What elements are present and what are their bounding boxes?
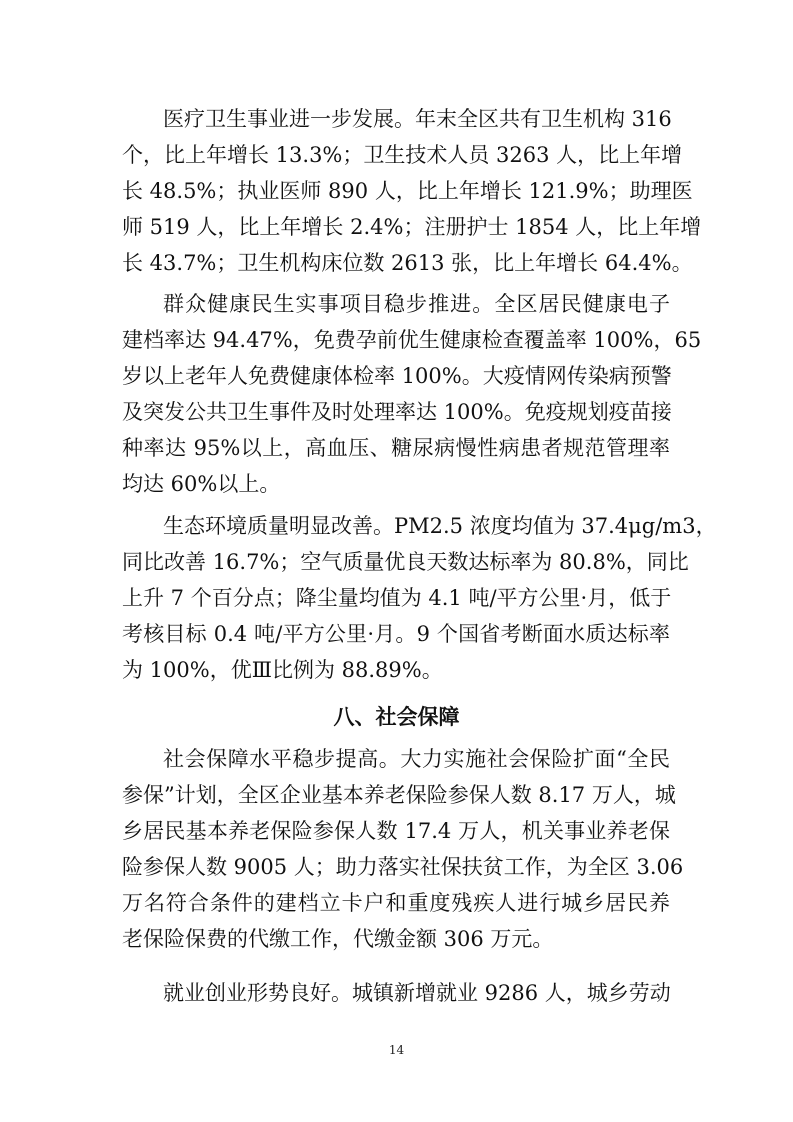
paragraph-line: 种率达 95%以上，高血压、糖尿病慢性病患者规范管理率 [122,436,670,460]
paragraph-line: 社会保障水平稳步提高。大力实施社会保险扩面“全民 [163,747,670,771]
paragraph-line: 上升 7 个百分点；降尘量均值为 4.1 吨/平方公里·月，低于 [122,586,672,610]
paragraph-line: 医疗卫生事业进一步发展。年末全区共有卫生机构 316 [163,107,672,131]
paragraph-line: 同比改善 16.7%；空气质量优良天数达标率为 80.8%，同比 [122,550,689,574]
paragraph-line: 险参保人数 9005 人；助力落实社保扶贫工作，为全区 3.06 [122,855,684,879]
paragraph-line: 长 48.5%；执业医师 890 人，比上年增长 121.9%；助理医 [122,179,693,203]
paragraph-line: 考核目标 0.4 吨/平方公里·月。9 个国省考断面水质达标率 [122,622,670,646]
paragraph-line: 均达 60%以上。 [122,472,281,496]
paragraph-line: 及突发公共卫生事件及时处理率达 100%。免疫规划疫苗接 [122,400,672,424]
paragraph-line: 岁以上老年人免费健康体检率 100%。大疫情网传染病预警 [122,364,672,388]
paragraph-line: 乡居民基本养老保险参保人数 17.4 万人，机关事业养老保 [122,819,670,843]
paragraph-line: 万名符合条件的建档立卡户和重度残疾人进行城乡居民养 [122,891,670,915]
paragraph-line: 个，比上年增长 13.3%；卫生技术人员 3263 人，比上年增 [122,143,683,167]
paragraph-line: 老保险保费的代缴工作，代缴金额 306 万元。 [122,927,554,951]
page-number: 14 [388,1043,405,1057]
section-heading: 八、社会保障 [333,705,460,729]
paragraph-line: 参保”计划，全区企业基本养老保险参保人数 8.17 万人，城 [122,783,676,807]
paragraph-line: 建档率达 94.47%，免费孕前优生健康检查覆盖率 100%，65 [122,328,702,352]
paragraph-line: 为 100%，优Ⅲ比例为 88.89%。 [122,658,443,682]
paragraph-line: 长 43.7%；卫生机构床位数 2613 张，比上年增长 64.4%。 [122,251,693,275]
paragraph-line: 群众健康民生实事项目稳步推进。全区居民健康电子 [163,292,670,316]
paragraph-line: 就业创业形势良好。城镇新增就业 9286 人，城乡劳动 [163,981,671,1005]
paragraph-line: 师 519 人，比上年增长 2.4%；注册护士 1854 人，比上年增 [122,215,702,239]
paragraph-line: 生态环境质量明显改善。PM2.5 浓度均值为 37.4μg/m3， [163,514,717,538]
